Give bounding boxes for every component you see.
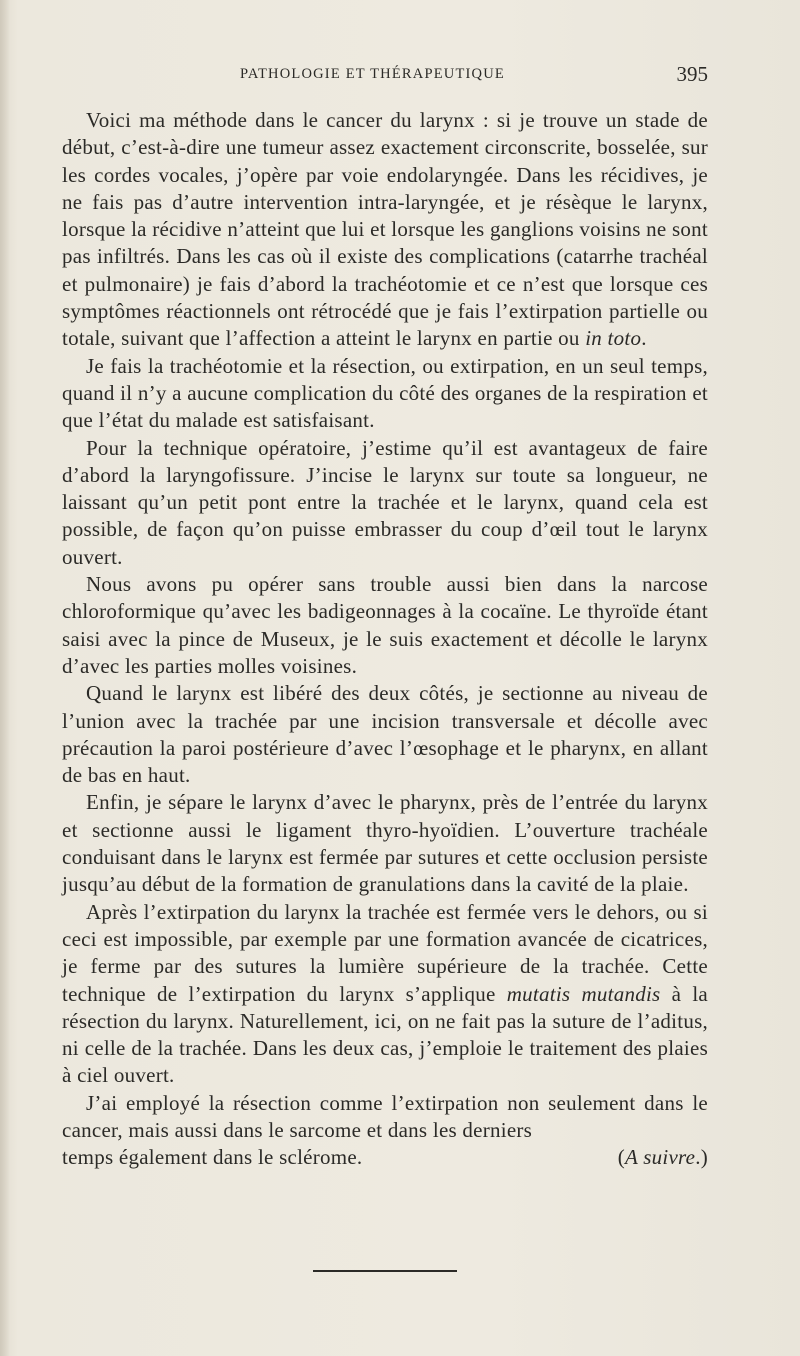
- paragraph: Quand le larynx est libéré des deux côtés, je sectionne au niveau de l’union avec la trachée par une incision transversale et décolle avec précaution la paroi postérieure d’avec l’œsophage et le pharynx, en allant de bas en haut.: [62, 681, 708, 788]
- binding-gutter: [0, 0, 10, 1356]
- paragraph: Je fais la trachéotomie et la résection, ou extirpation, en un seul temps, quand il n’y a aucune complication du côté des organes de la respiration et que l’état du malade est satisfaisant.: [62, 353, 708, 433]
- running-title: PATHOLOGIE ET THÉRAPEUTIQUE: [240, 66, 505, 82]
- paragraph: Nous avons pu opérer sans trouble aussi bien dans la narcose chloroformique qu’avec les badigeonnages à la cocaïne. Le thyroïde étant saisi avec la pince de Museux, je le suis exactement et décolle le larynx d’avec les parties molles voisines.: [62, 572, 708, 678]
- paragraph: Pour la technique opératoire, j’estime qu’il est avantageux de faire d’abord la laryngofissure. J’incise le larynx sur toute sa longueur, ne laissant qu’un petit pont entre la trachée et le larynx, quand cela est possible, de façon qu’on puisse embrasser du coup d’œil tout le larynx ouvert.: [62, 435, 708, 569]
- paragraph: Voici ma méthode dans le cancer du larynx : si je trouve un stade de début, c’est-à-dire une tumeur assez exactement circonscrite, bosselée, sur les cordes vocales, j’opère par voie endolaryngée. Dans les récidives, je ne fais pas d’autre intervention intra-laryngée, et je résèque le larynx, lorsque la récidive n’atteint que lui et lorsque les ganglions voisins ne sont pas infiltrés. Dans les cas où il existe des complications (catarrhe trachéal et pulmonaire) je fais d’abord la trachéotomie et ce n’est que lorsque ces symptômes réactionnels ont rétrocédé que je fais l’extirpation partielle ou totale, suivant que l’affection a atteint le larynx en partie ou in toto.: [62, 108, 708, 351]
- italic-phrase: mutatis mutandis: [506, 981, 661, 1006]
- body-text: [62, 107, 708, 1172]
- page-header: [62, 62, 708, 90]
- final-line-text: temps également dans le sclérome.: [62, 1145, 363, 1170]
- final-line: [62, 1144, 708, 1171]
- italic-phrase: in toto: [585, 326, 642, 351]
- paragraph: Enfin, je sépare le larynx d’avec le pharynx, près de l’entrée du larynx et sectionne aussi le ligament thyro-hyoïdien. L’ouverture trachéale conduisant dans le larynx est fermée par sutures et cette occlusion persiste jusqu’au début de la formation de granulations dans la cavité de la plaie.: [62, 790, 708, 897]
- page-number: 395: [676, 62, 708, 86]
- paragraph: J’ai employé la résection comme l’extirpation non seulement dans le cancer, mais aussi dans le sarcome et dans les derniers: [62, 1090, 708, 1142]
- continuation-note: (A suivre.): [617, 1145, 708, 1170]
- end-rule: [313, 1270, 457, 1272]
- paragraph: Après l’extirpation du larynx la trachée est fermée vers le dehors, ou si ceci est impossible, par exemple par une formation avancée de cicatrices, je ferme par des sutures la lumière supérieure de la trachée. Cette technique de l’extirpation du larynx s’applique mutatis mutandis à la résection du larynx. Naturellement, ici, on ne fait pas la suture de l’aditus, ni celle de la trachée. Dans les deux cas, j’emploie le traitement des plaies à ciel ouvert.: [62, 899, 708, 1088]
